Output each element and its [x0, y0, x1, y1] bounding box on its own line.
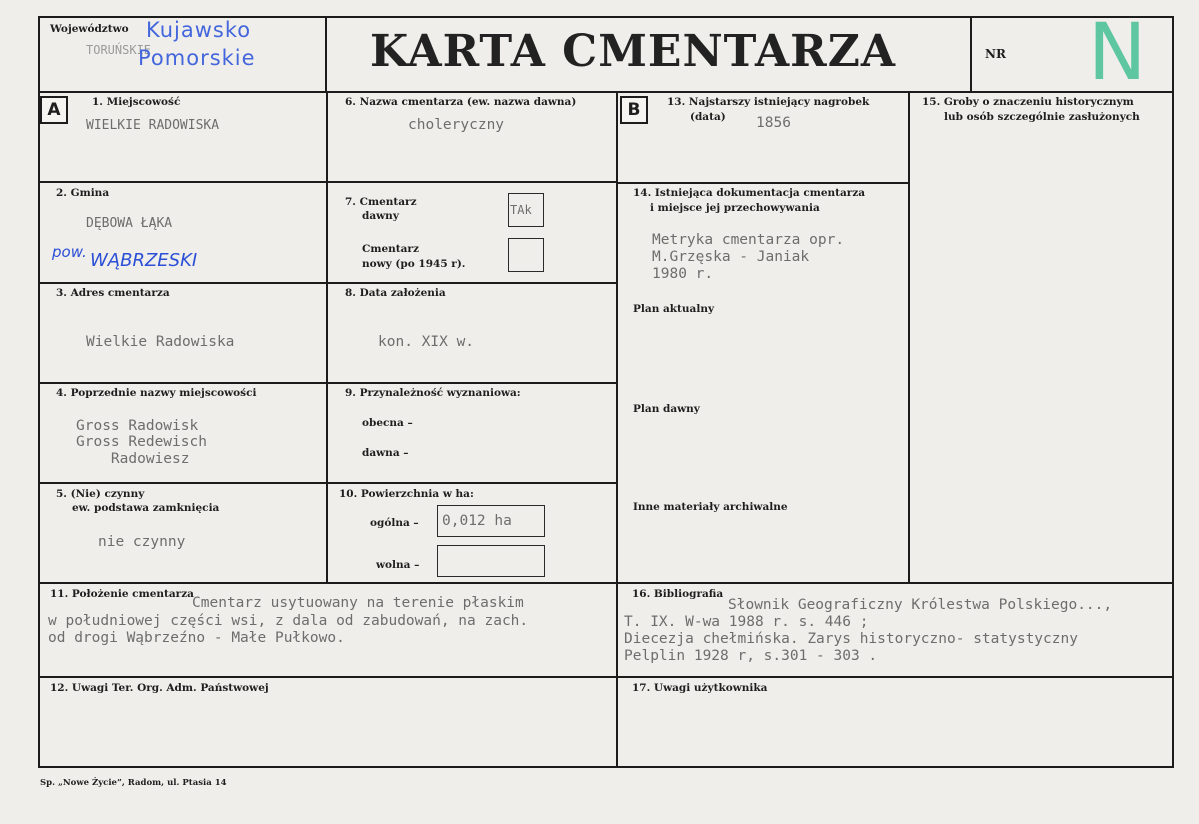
field-5-label-1: 5. (Nie) czynny [56, 488, 145, 500]
field-14-line-2: M.Grzęska - Janiak [652, 249, 810, 265]
field-1-value: WIELKIE RADOWISKA [86, 118, 220, 133]
field-2-hand-value: WĄBRZESKI [90, 250, 198, 271]
field-14-line-1: Metryka cmentarza opr. [652, 232, 845, 248]
stamp-line-1: Kujawsko [146, 18, 252, 42]
inne-materialy-label: Inne materiały archiwalne [633, 501, 788, 513]
field-4-value-2: Gross Redewisch [76, 434, 207, 450]
header-vline-1 [325, 16, 327, 92]
field-9-dawna: dawna – [362, 447, 409, 459]
field-9-label: 9. Przynależność wyznaniowa: [345, 387, 521, 399]
field-6-label: 6. Nazwa cmentarza (ew. nazwa dawna) [345, 96, 577, 108]
field-10-label: 10. Powierzchnia w ha: [339, 488, 474, 500]
field-12-label: 12. Uwagi Ter. Org. Adm. Państwowej [50, 682, 269, 694]
header-vline-2 [970, 16, 972, 92]
field-16-label: 16. Bibliografia [632, 588, 724, 600]
field-13-value: 1856 [756, 115, 791, 131]
field-11-line-1: Cmentarz usytuowany na terenie płaskim [96, 595, 524, 611]
field-14-label-1: 14. Istniejąca dokumentacja cmentarza [633, 187, 866, 199]
header-divider [38, 91, 1174, 93]
field-3-value: Wielkie Radowiska [86, 334, 235, 350]
field-14-label-2: i miejsce jej przechowywania [650, 202, 820, 214]
field-9-obecna: obecna – [362, 417, 413, 429]
section-b-marker: B [620, 96, 648, 124]
field-7-label-3: Cmentarz [362, 243, 419, 255]
field-13-label-2: (data) [690, 111, 726, 123]
row-divider-4 [38, 482, 617, 484]
col-divider-3 [908, 92, 910, 584]
row-divider-5 [38, 582, 1174, 584]
field-1-label: 1. Miejscowość [92, 96, 181, 108]
old-wojewodztwo: TORUŃSKIE [86, 43, 152, 57]
field-5-label-2: ew. podstawa zamknięcia [72, 502, 220, 514]
field-4-value-1: Gross Radowisk [76, 418, 199, 434]
plan-aktualny-label: Plan aktualny [633, 303, 715, 315]
row-divider-3 [38, 382, 617, 384]
wolna-box [437, 545, 545, 577]
field-2-value: DĘBOWA ŁĄKA [86, 216, 173, 231]
field-11-label: 11. Położenie cmentarza [50, 588, 194, 600]
col-divider-1 [326, 92, 328, 584]
ogolna-box [437, 505, 545, 537]
field-8-value: kon. XIX w. [378, 334, 475, 350]
nr-marker: N [1088, 8, 1147, 98]
row-divider-2 [38, 282, 617, 284]
field-13-label-1: 13. Najstarszy istniejący nagrobek [667, 96, 870, 108]
field-2-hand-prefix: pow. [52, 243, 87, 261]
field-5-value: nie czynny [98, 534, 186, 550]
field-16-line-4: Pelplin 1928 r, s.301 - 303 . [624, 648, 878, 664]
field-4-value-3: Radowiesz [76, 451, 190, 467]
field-4-label: 4. Poprzednie nazwy miejscowości [56, 387, 257, 399]
field-10-wolna-label: wolna – [376, 559, 420, 571]
field-11-line-3: od drogi Wąbrzeźno - Małe Pułkowo. [48, 630, 345, 646]
field-17-label: 17. Uwagi użytkownika [632, 682, 768, 694]
field-7-label-1: 7. Cmentarz [345, 196, 417, 208]
field-10-ogolna-label: ogólna – [370, 517, 419, 529]
printer-footer: Sp. „Nowe Życie”, Radom, ul. Ptasia 14 [40, 778, 227, 788]
field-2-label: 2. Gmina [56, 187, 110, 199]
field-15-label-1: 15. Groby o znaczeniu historycznym [922, 96, 1134, 108]
field-7-label-4: nowy (po 1945 r). [362, 258, 466, 270]
row-divider-6 [38, 676, 1174, 678]
field-16-line-2: T. IX. W-wa 1988 r. s. 446 ; [624, 614, 869, 630]
dawny-checkbox-value: TAk [510, 203, 532, 217]
plan-dawny-label: Plan dawny [633, 403, 700, 415]
col-divider-2 [616, 92, 618, 767]
stamp-line-2: Pomorskie [138, 46, 256, 70]
card-title: KARTA CMENTARZA [370, 26, 896, 77]
b-row-divider [617, 182, 909, 184]
field-16-line-1: Słownik Geograficzny Królestwa Polskiego..., [728, 597, 1113, 613]
field-14-line-3: 1980 r. [652, 266, 714, 282]
field-11-line-2: w południowej części wsi, z dala od zabudowań, na zach. [48, 613, 529, 629]
nowy-checkbox [508, 238, 544, 272]
field-6-value: choleryczny [408, 117, 505, 133]
field-16-line-3: Diecezja chełmińska. Zarys historyczno- statystyczny [624, 631, 1078, 647]
nr-label: NR [985, 47, 1006, 61]
field-15-label-2: lub osób szczególnie zasłużonych [944, 111, 1140, 123]
dawny-checkbox [508, 193, 544, 227]
field-3-label: 3. Adres cmentarza [56, 287, 170, 299]
ogolna-value: 0,012 ha [442, 513, 512, 529]
field-8-label: 8. Data założenia [345, 287, 446, 299]
section-a-marker: A [40, 96, 68, 124]
row-divider-1 [38, 181, 617, 183]
wojewodztwo-label: Województwo [50, 23, 129, 35]
field-7-label-2: dawny [362, 210, 399, 222]
